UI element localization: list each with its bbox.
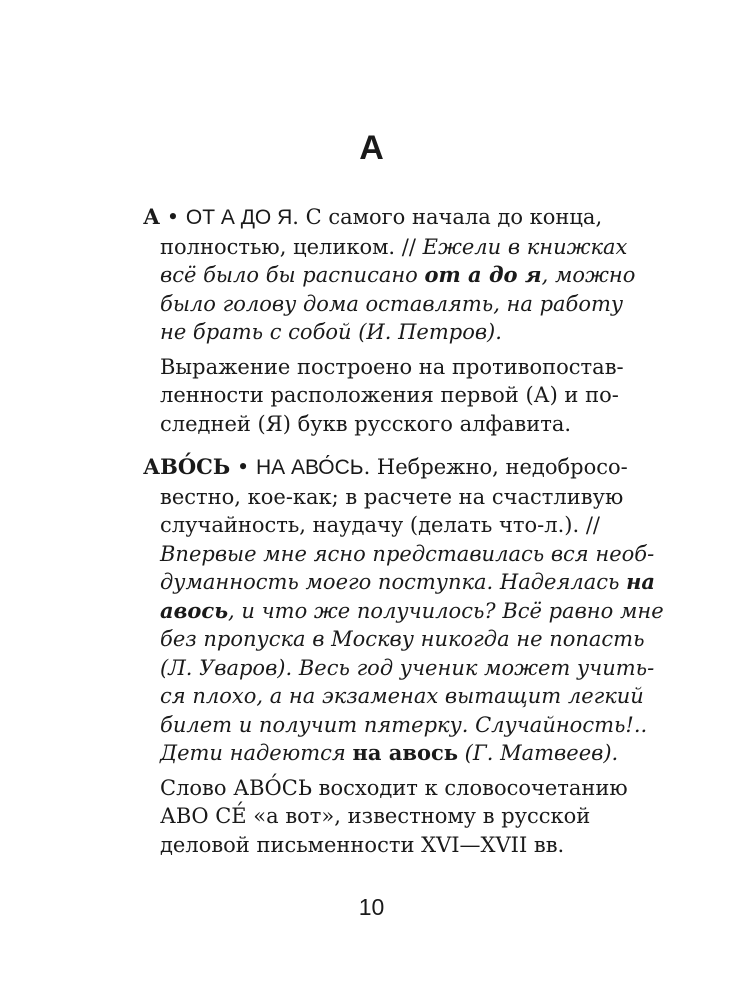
text-run: всё было бы расписано bbox=[160, 263, 425, 287]
definition-line bbox=[143, 233, 628, 262]
definition-line bbox=[143, 540, 655, 569]
text-run: Ежели в книжках bbox=[422, 234, 628, 259]
text-run: от а до я bbox=[424, 262, 542, 287]
definition-line bbox=[143, 483, 624, 512]
text-run: авось bbox=[160, 597, 229, 623]
text-run: вестно, кое-как; в расчете на счастливую bbox=[160, 484, 624, 509]
text-run: было голову дома оставлять, на работу bbox=[160, 291, 624, 316]
etymology-note bbox=[143, 353, 624, 439]
letter-heading: А bbox=[359, 129, 384, 167]
definition-line bbox=[143, 318, 603, 347]
definition-line bbox=[143, 625, 645, 654]
text-run: на bbox=[626, 569, 656, 594]
definition-line bbox=[143, 654, 655, 683]
note-line: ленности расположения первой (А) и по- bbox=[160, 383, 619, 407]
page-number: 10 bbox=[358, 894, 385, 920]
text-run: (Г. Матвеев). bbox=[458, 741, 619, 765]
definition-line bbox=[143, 261, 636, 290]
definition-line bbox=[143, 453, 628, 483]
note-line: АВО СЕ́ «а вот», известному в русской bbox=[160, 804, 591, 828]
definition-line bbox=[143, 568, 656, 597]
text-run: (Л. Уваров). Весь год ученик может учить- bbox=[160, 655, 655, 680]
text-run: на авось bbox=[352, 740, 458, 765]
definition-line bbox=[143, 203, 603, 233]
text-run: случайность, наудачу (делать что-л.). // bbox=[160, 513, 600, 537]
dictionary-entry-a bbox=[143, 203, 636, 438]
text-run: . Небрежно, недобросо- bbox=[363, 455, 628, 479]
etymology-note bbox=[143, 774, 628, 860]
note-line: Выражение построено на противопостав- bbox=[160, 354, 624, 379]
dictionary-entry-avos bbox=[143, 453, 664, 859]
bullet-icon: • bbox=[166, 205, 180, 229]
note-line: следней (Я) букв русского алфавита. bbox=[160, 411, 572, 436]
definition-line bbox=[143, 597, 664, 626]
note-line: деловой письменности XVI—XVII вв. bbox=[160, 832, 565, 857]
text-run: ОТ А ДО Я bbox=[185, 206, 293, 229]
definition-line bbox=[143, 290, 624, 319]
text-run: ся плохо, а на экзаменах вытащит легкий bbox=[160, 684, 644, 708]
bullet-icon: • bbox=[236, 455, 250, 479]
text-run: , и что же получилось? Всё равно мне bbox=[228, 598, 664, 623]
text-run: билет и получит пятерку. Случайность!.. bbox=[160, 712, 648, 737]
text-run: Впервые мне ясно представилась вся необ- bbox=[160, 541, 655, 566]
text-run: не брать с собой (И. Петров). bbox=[160, 320, 502, 344]
text-run: НА АВО́СЬ bbox=[255, 456, 364, 479]
definition-line bbox=[143, 511, 603, 540]
text-run: , можно bbox=[541, 263, 636, 287]
text-run: полностью, целиком. // bbox=[160, 234, 423, 259]
note-line: Слово АВО́СЬ восходит к словосочетанию bbox=[160, 775, 628, 800]
definition-line bbox=[143, 711, 648, 740]
text-run: думанность моего поступка. Надеялась bbox=[160, 570, 627, 594]
headword: АВО́СЬ bbox=[143, 454, 231, 479]
definition-line bbox=[143, 739, 619, 768]
headword: А bbox=[143, 204, 161, 229]
text-run: . С самого начала до конца, bbox=[292, 205, 603, 229]
text-run: без пропуска в Москву никогда не попасть bbox=[160, 627, 645, 651]
text-run: Дети надеются bbox=[160, 741, 353, 765]
definition-line bbox=[143, 682, 644, 711]
